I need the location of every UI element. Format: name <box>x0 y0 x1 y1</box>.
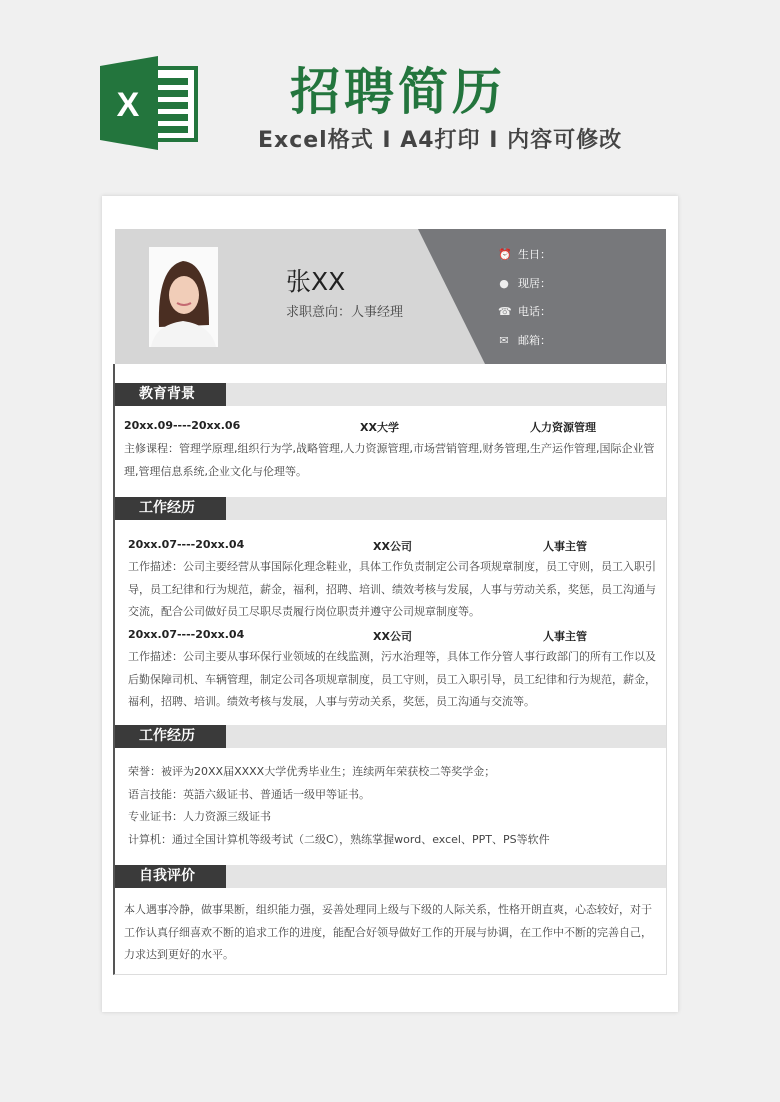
job-intent: 求职意向：人事经理 <box>286 305 404 320</box>
job-description: 工作描述：公司主要从事环保行业领域的在线监测，污水治理等，具体工作分管人事行政部门的所有工作以及后勤保障司机、车辆管理，制定公司各项规章制度，员工守则，员工入职引导，员工纪律和行为规范，薪金，福利，招聘、培训。绩效考核与发展，人事与劳动关系，奖惩，员工沟通与交流等。 <box>128 650 656 709</box>
job-date: 20xx.07----20xx.04 <box>128 538 245 551</box>
section-education: 教育背景 <box>115 383 666 406</box>
language-item: 语言技能：英語六級证书、普通话一级甲等证书。 <box>128 788 370 801</box>
job-date: 20xx.07----20xx.04 <box>128 628 245 641</box>
section-self-evaluation: 自我评价 <box>115 865 666 888</box>
location-pin-icon: ● <box>499 276 509 290</box>
banner-title: 招聘简历 <box>290 63 506 121</box>
job-company: XX公司 <box>373 540 412 553</box>
phone-icon: ☎ <box>498 304 512 318</box>
contact-email: ✉ 邮箱： <box>499 333 551 347</box>
svg-text:X: X <box>116 86 140 124</box>
job-description: 工作描述：公司主要经营从事国际化理念鞋业，具体工作负责制定公司各项规章制度，员工守则，员工入职引导，员工纪律和行为规范，薪金，福利，招聘、培训、绩效考核与发展，人事与劳动关系，奖惩，员工沟通与交流，配合公司做好员工尽职尽责履行岗位职责并遵守公司规章制度等。 <box>128 560 656 619</box>
job-role: 人事主管 <box>543 540 587 553</box>
contact-birthday: ⏰ 生日： <box>498 247 551 261</box>
job-role: 人事主管 <box>543 630 587 643</box>
edu-date: 20xx.09----20xx.06 <box>124 419 241 432</box>
edu-major: 人力资源管理 <box>530 421 596 434</box>
edu-school: XX大学 <box>360 421 399 434</box>
excel-logo-icon <box>100 56 200 150</box>
section-work: 工作经历 <box>115 497 666 520</box>
computer-item: 计算机：通过全国计算机等级考试（二级C），熟练掌握word、excel、PPT、PS等软件 <box>128 833 550 846</box>
self-evaluation-text: 本人遇事冷静，做事果断，组织能力强，妥善处理同上级与下级的人际关系，性格开朗直爽，心态较好，对于工作认真仔细喜欢不断的追求工作的进度，能配合好领导做好工作的开展与协调，在工作中不断的完善自己，力求达到更好的水平。 <box>124 903 652 962</box>
contact-address: ● 现居： <box>499 276 551 290</box>
contact-phone: ☎ 电话： <box>498 304 551 318</box>
certificate-item: 专业证书：人力资源三级证书 <box>128 810 271 823</box>
banner-subtitle: Excel格式 I A4打印 I 内容可修改 <box>258 128 623 153</box>
honor-item: 荣誉：被评为20XX届XXXX大学优秀毕业生；连续两年荣获校二等奖学金； <box>128 765 496 778</box>
candidate-name: 张XX <box>286 267 346 296</box>
job-company: XX公司 <box>373 630 412 643</box>
mail-icon: ✉ <box>499 333 509 347</box>
section-honors: 工作经历 <box>115 725 666 748</box>
clock-icon: ⏰ <box>498 247 512 261</box>
edu-courses: 主修课程：管理学原理,组织行为学,战略管理,人力资源管理,市场营销管理,财务管理,生产运作管理,国际企业管理,管理信息系统,企业文化与伦理等。 <box>124 442 655 478</box>
profile-photo <box>149 247 218 347</box>
